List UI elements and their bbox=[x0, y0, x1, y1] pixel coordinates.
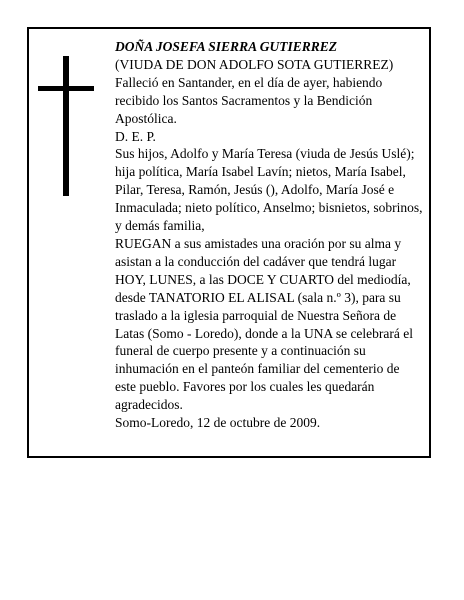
cross-icon bbox=[63, 56, 69, 196]
cross-icon-bar bbox=[38, 86, 94, 91]
funeral-request: RUEGAN a sus amistades una oración por su alma y asistan a la conducción del cadáver que tendrá lugar HOY, LUNES, a las DOCE Y CUARTO del mediodía, desde TANATORIO EL ALISAL (sala n.º 3), para su traslado a la iglesia parroquial de Nuestra Señora de Latas (Somo - Loredo), donde a la UNA se celebrará el funeral de cuerpo presente y a continuación su inhumación en el panteón familiar del cementerio de este pueblo. Favores por los cuales les quedarán agradecidos. bbox=[115, 235, 417, 413]
obituary-text bbox=[115, 38, 426, 432]
deceased-name: DOÑA JOSEFA SIERRA GUTIERREZ bbox=[115, 39, 337, 54]
widow-line: (VIUDA DE DON ADOLFO SOTA GUTIERREZ) bbox=[115, 56, 394, 72]
place-date: Somo-Loredo, 12 de octubre de 2009. bbox=[115, 415, 321, 431]
family-list: Sus hijos, Adolfo y María Teresa (viuda de Jesús Uslé); hija política, María Isabel Lavín; nietos, María Isabel, Pilar, Teresa, Ramón, Jesús (), Adolfo, María José e Inmaculada; nieto político, Anselmo; bisnietos, sobrinos, y demás familia, bbox=[115, 146, 426, 234]
death-announcement: Falleció en Santander, en el día de ayer, habiendo recibido los Santos Sacramentos y la Bendición Apostólica. bbox=[115, 74, 386, 126]
dep-line: D. E. P. bbox=[115, 128, 156, 144]
